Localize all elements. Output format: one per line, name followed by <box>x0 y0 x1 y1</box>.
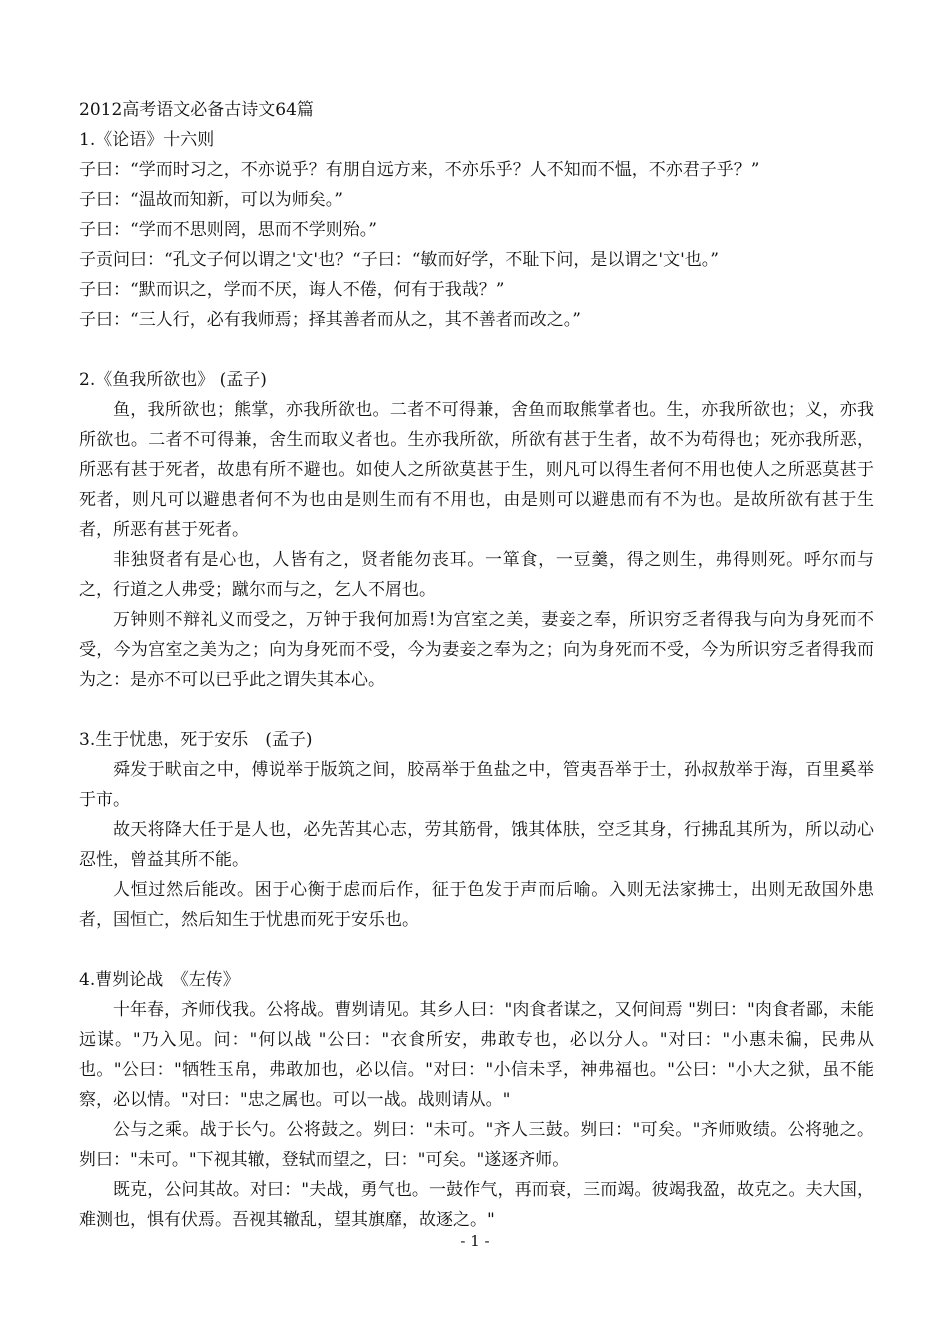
section-2-paragraph: 鱼，我所欲也；熊掌，亦我所欲也。二者不可得兼，舍鱼而取熊掌者也。生，亦我所欲也；义，亦我所欲也。二者不可得兼，舍生而取义者也。生亦我所欲，所欲有甚于生者，故不为苟得也；死亦我所恶，所恶有甚于死者，故患有所不避也。如使人之所欲莫甚于生，则凡可以得生者何不用也使人之所恶莫甚于死者，则凡可以避患者何不为也由是则生而有不用也，由是则可以避患而有不为也。是故所欲有甚于生者，所恶有甚于死者。 <box>79 400 874 540</box>
section-2-heading: 2.《鱼我所欲也》 (孟子) <box>79 370 267 390</box>
section-3-paragraph: 故天将降大任于是人也，必先苦其心志，劳其筋骨，饿其体肤，空乏其身，行拂乱其所为，所以动心忍性，曾益其所不能。 <box>79 820 874 870</box>
document-title: 2012高考语文必备古诗文64篇 <box>79 100 314 120</box>
section-4-heading: 4.曹刿论战 《左传》 <box>79 970 240 990</box>
document-body <box>79 95 874 1235</box>
section-1-heading: 1.《论语》十六则 <box>79 130 215 150</box>
section-spacer <box>79 935 874 965</box>
section-4-paragraph: 公与之乘。战于长勺。公将鼓之。刿曰："未可。"齐人三鼓。刿曰："可矣。"齐师败绩。公将驰之。刿曰："未可。"下视其辙，登轼而望之，曰："可矣。"遂逐齐师。 <box>79 1120 874 1170</box>
section-4-paragraph: 既克，公问其故。对曰："夫战，勇气也。一鼓作气，再而衰，三而竭。彼竭我盈，故克之。夫大国，难测也，惧有伏焉。吾视其辙乱，望其旗靡，故逐之。" <box>79 1180 874 1230</box>
section-1-line: 子曰：“学而不思则罔，思而不学则殆。” <box>79 220 377 240</box>
section-1-line: 子曰：“默而识之，学而不厌，诲人不倦，何有于我哉？” <box>79 280 505 300</box>
section-2-paragraph: 非独贤者有是心也，人皆有之，贤者能勿丧耳。一箪食，一豆羹，得之则生，弗得则死。呼尔而与之，行道之人弗受；蹴尔而与之，乞人不屑也。 <box>79 550 874 600</box>
section-1-line: 子曰：“温故而知新，可以为师矣。” <box>79 190 343 210</box>
section-spacer <box>79 695 874 725</box>
section-1-line: 子曰：“三人行，必有我师焉；择其善者而从之，其不善者而改之。” <box>79 310 581 330</box>
page-number: - 1 - <box>460 1232 490 1250</box>
section-1-line: 子曰：“学而时习之，不亦说乎？有朋自远方来，不亦乐乎？人不知而不愠，不亦君子乎？” <box>79 160 760 180</box>
section-3-paragraph: 舜发于畎亩之中，傅说举于版筑之间，胶鬲举于鱼盐之中，管夷吾举于士，孙叔敖举于海，百里奚举于市。 <box>79 760 874 810</box>
section-2-paragraph: 万钟则不辩礼义而受之，万钟于我何加焉!为宫室之美，妻妾之奉，所识穷乏者得我与向为身死而不受，今为宫室之美为之；向为身死而不受，今为妻妾之奉为之；向为身死而不受，今为所识穷乏者得我而为之：是亦不可以已乎此之谓失其本心。 <box>79 610 874 690</box>
section-4-paragraph: 十年春，齐师伐我。公将战。曹刿请见。其乡人曰："肉食者谋之，又何间焉 "刿曰："肉食者鄙，未能远谋。"乃入见。问："何以战 "公曰："衣食所安，弗敢专也，必以分人。"对曰："小惠未徧，民弗从也。"公曰："牺牲玉帛，弗敢加也，必以信。"对曰："小信未孚，神弗福也。"公曰："小大之狱，虽不能察，必以情。"对曰："忠之属也。可以一战。战则请从。" <box>79 1000 874 1110</box>
section-3-heading: 3.生于忧患，死于安乐 (孟子) <box>79 730 313 750</box>
section-spacer <box>79 335 874 365</box>
section-3-paragraph: 人恒过然后能改。困于心衡于虑而后作，征于色发于声而后喻。入则无法家拂士，出则无敌国外患者，国恒亡，然后知生于忧患而死于安乐也。 <box>79 880 874 930</box>
section-1-line: 子贡问曰：“孔文子何以谓之'文'也？“子曰：“敏而好学，不耻下问，是以谓之'文'也。” <box>79 250 719 270</box>
